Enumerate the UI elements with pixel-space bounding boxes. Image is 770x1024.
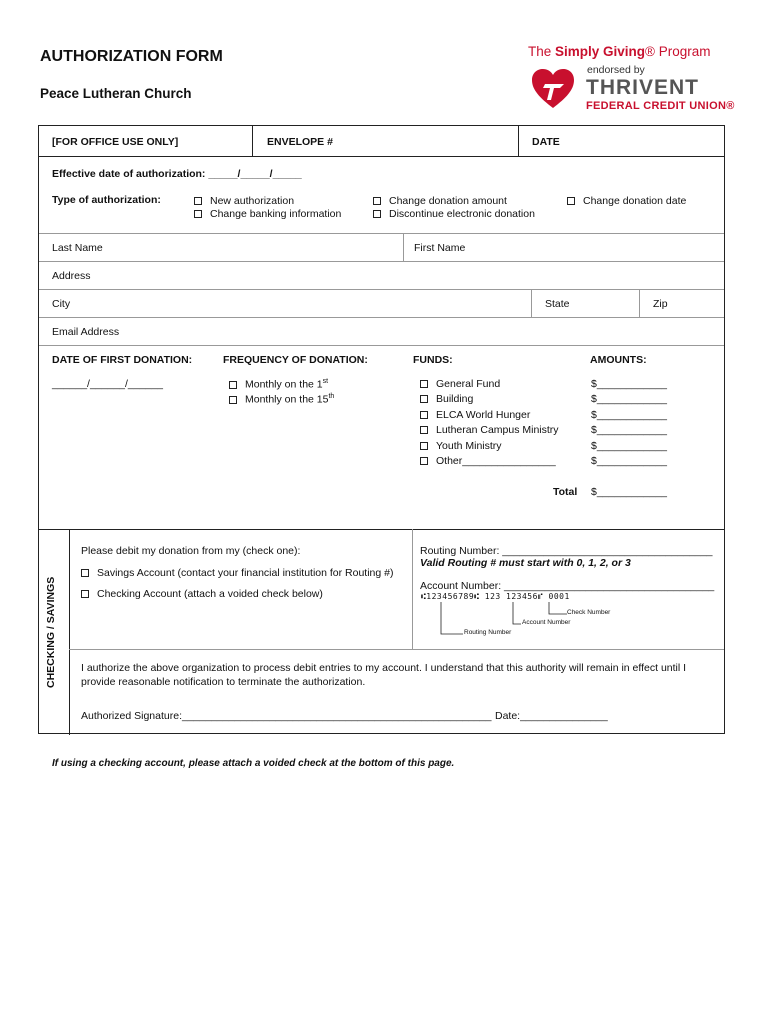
total-label: Total (553, 486, 578, 498)
city-field[interactable]: City (52, 298, 71, 310)
checking-account-option[interactable]: Checking Account (attach a voided check below) (81, 588, 323, 600)
check-diagram (421, 592, 621, 642)
check-diagram-lines (421, 592, 621, 642)
fund-youth-ministry[interactable]: Youth Ministry (420, 440, 502, 452)
checkbox-icon[interactable] (229, 381, 237, 389)
checkbox-icon[interactable] (229, 396, 237, 404)
amount-input[interactable]: $____________ (591, 440, 667, 452)
amount-input[interactable]: $____________ (591, 393, 667, 405)
simply-giving-logo (528, 44, 735, 116)
checkbox-icon[interactable] (420, 426, 428, 434)
checkbox-icon[interactable] (420, 457, 428, 465)
new-authorization-option[interactable]: New authorization (194, 195, 294, 207)
authorization-statement: I authorize the above organization to process debit entries to my account. I understand that this authority will remain in effect until I provide reasonable notification to terminate the authorization. (81, 662, 687, 688)
checkbox-icon[interactable] (567, 197, 575, 205)
first-donation-header: DATE OF FIRST DONATION: (52, 354, 193, 366)
fund-other[interactable]: Other________________ (420, 455, 556, 467)
voided-check-note: If using a checking account, please attach a voided check at the bottom of this page. (52, 758, 455, 769)
check-number-caption: Check Number (567, 609, 611, 616)
church-name: Peace Lutheran Church (40, 86, 192, 101)
routing-note: Valid Routing # must start with 0, 1, 2, or 3 (420, 557, 631, 569)
form-title: AUTHORIZATION FORM (40, 48, 223, 65)
monthly-15th-option[interactable]: Monthly on the 15th (229, 393, 334, 406)
change-date-option[interactable]: Change donation date (567, 195, 686, 207)
account-number-field[interactable]: Account Number: ____________________________________ (420, 580, 715, 592)
envelope-label: ENVELOPE # (267, 136, 333, 148)
amount-input[interactable]: $____________ (591, 378, 667, 390)
fund-general[interactable]: General Fund (420, 378, 500, 390)
savings-account-option[interactable]: Savings Account (contact your financial institution for Routing #) (81, 567, 394, 579)
total-input[interactable]: $____________ (591, 486, 667, 498)
change-banking-option[interactable]: Change banking information (194, 208, 341, 220)
account-number-caption: Account Number (522, 619, 571, 626)
micr-line: ⑆123456789⑆ 123 123456⑈ 0001 (421, 592, 570, 601)
thrivent-heart-icon (530, 66, 576, 112)
amounts-header: AMOUNTS: (590, 354, 647, 366)
logo-thrivent: THRIVENT (586, 76, 699, 99)
discontinue-option[interactable]: Discontinue electronic donation (373, 208, 535, 220)
authorization-form (38, 125, 725, 734)
checkbox-icon[interactable] (81, 569, 89, 577)
checkbox-icon[interactable] (420, 442, 428, 450)
amount-input[interactable]: $____________ (591, 424, 667, 436)
email-field[interactable]: Email Address (52, 326, 120, 338)
type-of-authorization-label: Type of authorization: (52, 194, 161, 206)
funds-header: FUNDS: (413, 354, 453, 366)
checkbox-icon[interactable] (373, 197, 381, 205)
signature-field[interactable]: Authorized Signature:_____________________________________________________ (81, 710, 492, 722)
change-amount-option[interactable]: Change donation amount (373, 195, 507, 207)
checkbox-icon[interactable] (420, 411, 428, 419)
checkbox-icon[interactable] (81, 590, 89, 598)
signature-date-field[interactable]: Date:_______________ (495, 710, 608, 722)
logo-endorsed-by: endorsed by (587, 64, 645, 76)
amount-input[interactable]: $____________ (591, 455, 667, 467)
checkbox-icon[interactable] (194, 197, 202, 205)
debit-prompt: Please debit my donation from my (check one): (81, 545, 301, 557)
logo-program-name: The Simply Giving® Program (528, 44, 711, 59)
checkbox-icon[interactable] (420, 380, 428, 388)
zip-field[interactable]: Zip (653, 298, 668, 310)
checkbox-icon[interactable] (194, 210, 202, 218)
checkbox-icon[interactable] (420, 395, 428, 403)
frequency-header: FREQUENCY OF DONATION: (223, 354, 368, 366)
monthly-1st-option[interactable]: Monthly on the 1st (229, 378, 328, 391)
routing-number-field[interactable]: Routing Number: ____________________________________ (420, 545, 713, 557)
routing-number-caption: Routing Number (464, 629, 512, 636)
address-field[interactable]: Address (52, 270, 91, 282)
first-name-field[interactable]: First Name (414, 242, 466, 254)
effective-date[interactable]: Effective date of authorization: _____/_____/_____ (52, 168, 302, 180)
checkbox-icon[interactable] (373, 210, 381, 218)
office-use-label: [FOR OFFICE USE ONLY] (52, 136, 179, 148)
amount-input[interactable]: $____________ (591, 409, 667, 421)
checking-savings-label: CHECKING / SAVINGS (45, 576, 57, 688)
fund-building[interactable]: Building (420, 393, 473, 405)
date-label: DATE (532, 136, 560, 148)
fund-elca-world-hunger[interactable]: ELCA World Hunger (420, 409, 530, 421)
state-field[interactable]: State (545, 298, 570, 310)
first-donation-date-input[interactable]: ______/______/______ (52, 378, 163, 390)
fund-lutheran-campus-ministry[interactable]: Lutheran Campus Ministry (420, 424, 559, 436)
logo-federal-credit-union: FEDERAL CREDIT UNION® (586, 100, 735, 112)
last-name-field[interactable]: Last Name (52, 242, 103, 254)
